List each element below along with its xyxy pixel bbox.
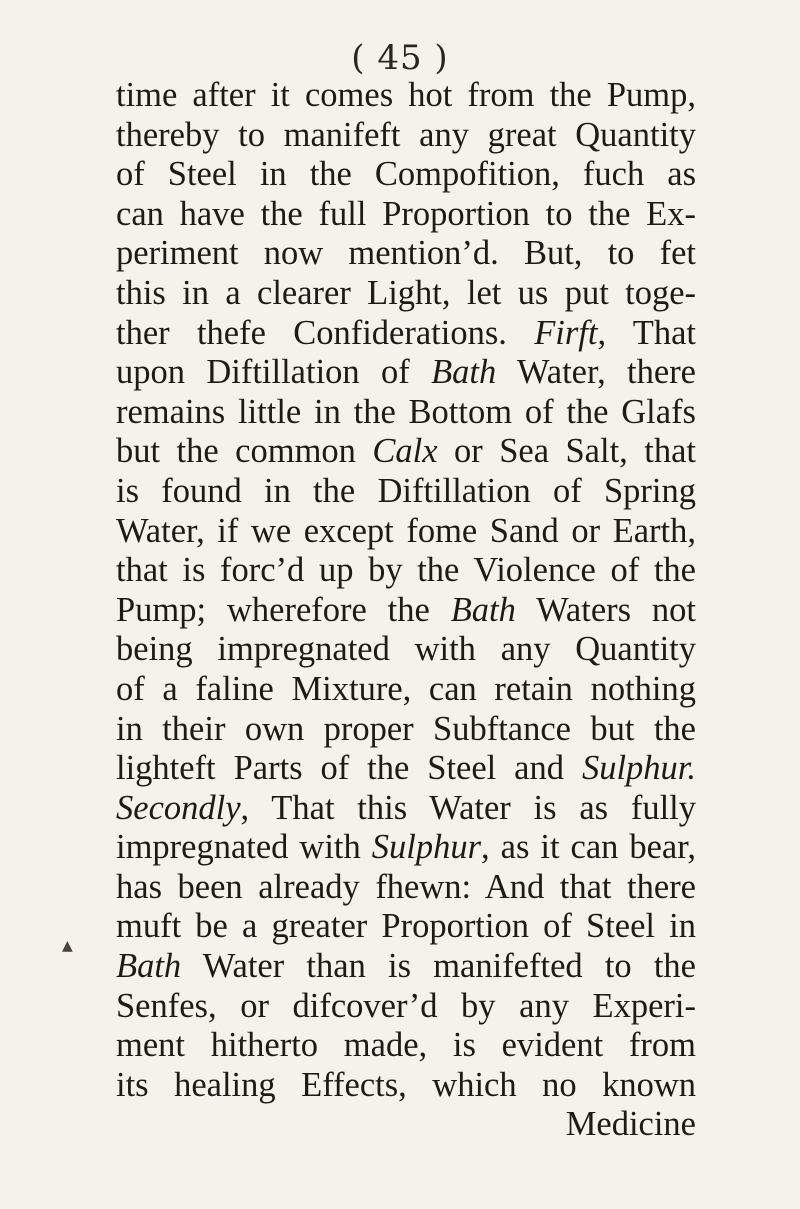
text-run: Waters not — [515, 590, 697, 629]
page-number: ( 45 ) — [351, 38, 449, 78]
text-line — [116, 630, 696, 670]
text-run: being impregnated with any Quantity — [116, 630, 696, 669]
italic-text: Bath — [431, 353, 497, 392]
text-run: is found in the Diftillation of Spring — [116, 471, 696, 510]
text-run: Water, if we except fome Sand or Earth, — [116, 511, 696, 550]
text-run: Water than is manifefted to the — [181, 947, 696, 986]
text-run: of Steel in the Compofition, fuch as — [116, 155, 696, 194]
italic-text: Sulphur — [371, 828, 482, 867]
italic-text: Bath — [116, 947, 182, 986]
text-run: , as it can bear, — [481, 828, 696, 867]
text-line — [116, 551, 696, 591]
text-line — [116, 670, 696, 710]
text-line — [116, 274, 696, 314]
catchword: Medicine — [565, 1105, 696, 1144]
text-line — [116, 591, 696, 631]
text-run: in their own proper Subftance but the — [116, 709, 696, 748]
text-line — [116, 987, 696, 1027]
text-run: time after it comes hot from the Pump, — [116, 76, 696, 114]
text-run: Pump; wherefore the — [116, 590, 451, 629]
text-line — [116, 234, 696, 274]
text-line — [116, 947, 696, 987]
text-line — [116, 314, 696, 354]
text-line — [116, 828, 696, 868]
text-run: , That — [597, 313, 696, 352]
text-run: muft be a greater Proportion of Steel in — [116, 907, 696, 946]
text-run: has been already fhewn: And that there — [116, 867, 696, 906]
italic-text: Sulphur. — [581, 749, 696, 788]
text-run: Senfes, or difcover’d by any Experi- — [116, 986, 696, 1025]
text-run: lighteft Parts of the Steel and — [116, 749, 582, 788]
italic-text: Secondly — [116, 788, 241, 827]
text-run: , That this Water is as fully — [240, 788, 696, 827]
body-text — [116, 76, 696, 1145]
text-run: ther thefe Confiderations. — [116, 313, 535, 352]
text-run: or Sea Salt, that — [437, 432, 696, 471]
italic-text: Calx — [372, 432, 438, 471]
text-line — [116, 432, 696, 472]
text-line — [116, 868, 696, 908]
text-line — [116, 76, 696, 116]
text-run: ment hitherto made, is evident from — [116, 1026, 696, 1065]
italic-text: Bath — [450, 590, 516, 629]
text-line — [116, 195, 696, 235]
text-run: this in a clearer Light, let us put toge- — [116, 273, 696, 312]
text-run: but the common — [116, 432, 373, 471]
text-line — [116, 472, 696, 512]
text-run: periment now mention’d. But, to fet — [116, 234, 696, 273]
text-line — [116, 1026, 696, 1066]
text-line — [116, 393, 696, 433]
text-line — [116, 353, 696, 393]
text-line — [116, 512, 696, 552]
text-run: its healing Effects, which no known — [116, 1065, 696, 1104]
text-run: impregnated with — [116, 828, 372, 867]
italic-text: Firft — [534, 313, 598, 352]
text-run: Water, there — [496, 353, 696, 392]
text-line — [116, 907, 696, 947]
text-line — [116, 116, 696, 156]
text-run: thereby to manifeft any great Quantity — [116, 115, 696, 154]
text-run: that is forc’d up by the Violence of the — [116, 551, 696, 590]
text-line — [116, 749, 696, 789]
text-run: upon Diftillation of — [116, 353, 432, 392]
text-line — [116, 789, 696, 829]
text-line — [116, 1066, 696, 1106]
text-line — [116, 155, 696, 195]
text-run: remains little in the Bottom of the Glafs — [116, 392, 696, 431]
margin-mark: ▲ — [62, 938, 73, 954]
text-run: can have the full Proportion to the Ex- — [116, 194, 696, 233]
text-run: of a faline Mixture, can retain nothing — [116, 669, 696, 708]
text-line — [116, 710, 696, 750]
